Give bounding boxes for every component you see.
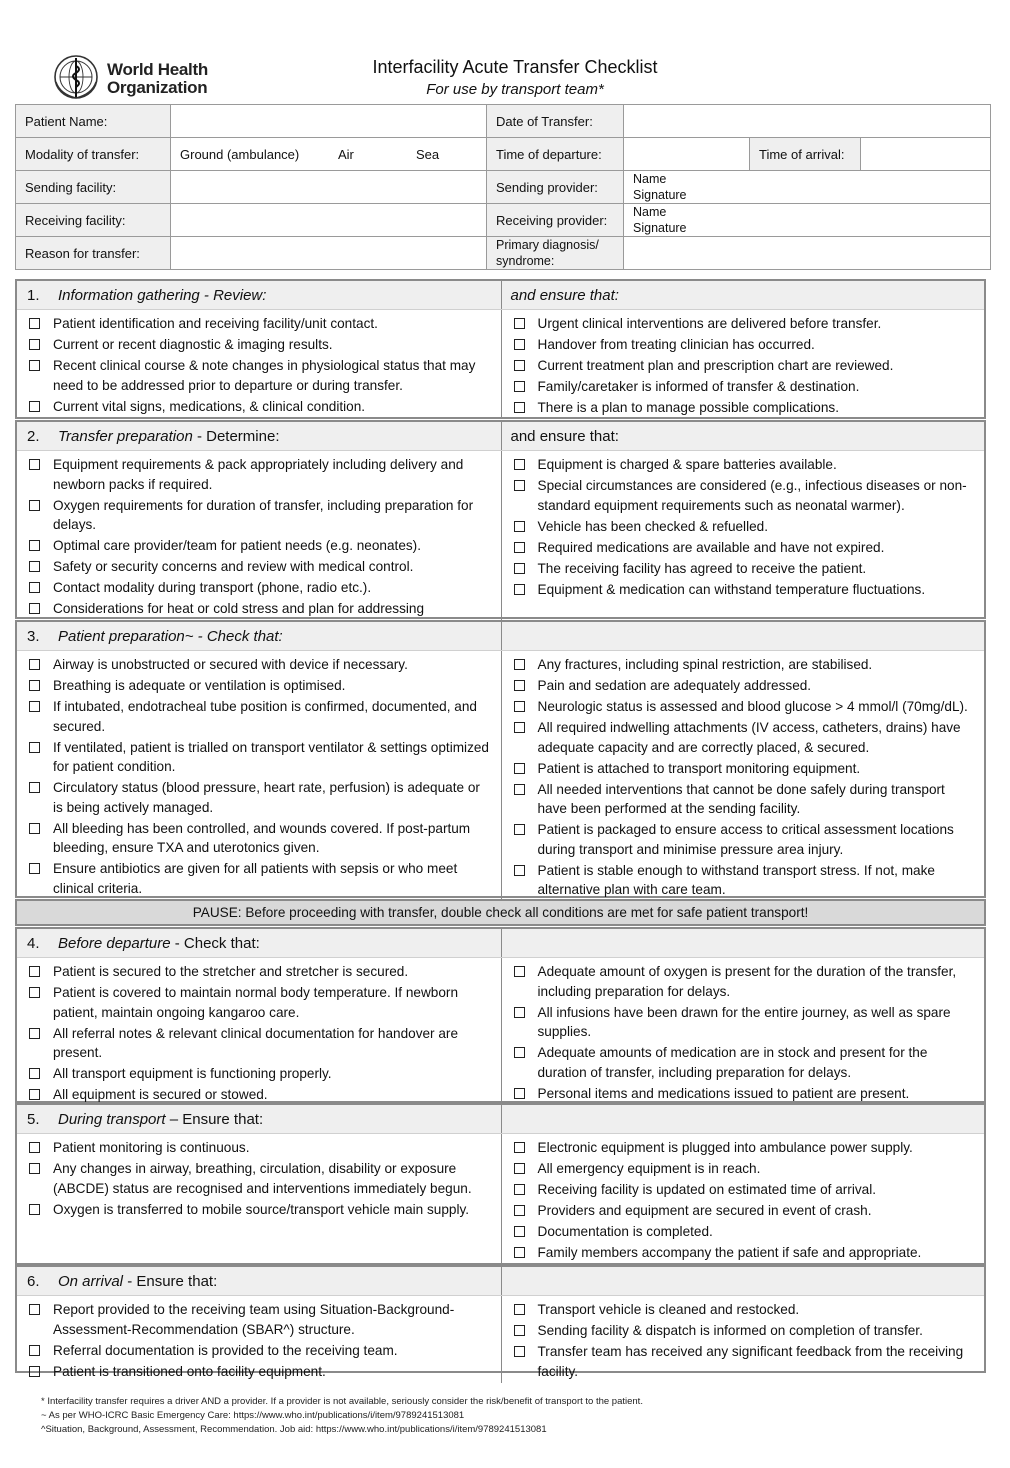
sending-provider-signature-label: Signature <box>633 188 687 202</box>
checkbox[interactable] <box>514 1205 525 1216</box>
checkbox[interactable] <box>514 402 525 413</box>
section-2-title: 2. Transfer preparation - Determine: <box>27 428 280 445</box>
checklist-item <box>511 718 977 757</box>
sending-provider-name-label: Name <box>633 172 667 186</box>
checklist-item-text: Any fractures, including spinal restriction, are stabilised. <box>537 657 873 672</box>
receiving-provider-field[interactable] <box>624 204 991 237</box>
checklist-item <box>26 1024 493 1063</box>
checklist-item <box>511 377 977 397</box>
section-4-left-list <box>17 958 501 1106</box>
checklist-item-text: Handover from treating clinician has occurred. <box>537 337 815 352</box>
checklist-item-text: Patient is stable enough to withstand transport stress. If not, make alternative plan with care team. <box>537 862 935 897</box>
checkbox[interactable] <box>29 701 40 712</box>
checklist-item <box>511 962 977 1001</box>
section-2-left-list <box>17 451 501 620</box>
checklist-item <box>26 599 493 619</box>
checklist-item <box>26 778 493 817</box>
checklist-item <box>26 983 493 1022</box>
checklist-item <box>26 1300 493 1339</box>
checkbox[interactable] <box>514 1247 525 1258</box>
checklist-item <box>26 1159 493 1198</box>
checkbox[interactable] <box>29 603 40 614</box>
checkbox[interactable] <box>514 1088 525 1099</box>
checkbox[interactable] <box>514 1346 525 1357</box>
checklist-item-text: Any changes in airway, breathing, circulation, disability or exposure (ABCDE) status are recognised and interventions immediately begun. <box>53 1161 472 1196</box>
checkbox[interactable] <box>29 823 40 834</box>
checklist-item-text: Documentation is completed. <box>537 1224 713 1239</box>
checklist-item-text: Airway is unobstructed or secured with device if necessary. <box>53 657 408 672</box>
checklist-item <box>26 1138 493 1158</box>
checklist-item <box>26 697 493 736</box>
checklist-item <box>26 738 493 777</box>
section-5-left-list <box>17 1134 501 1264</box>
sending-facility-field[interactable] <box>171 171 487 204</box>
sending-facility-label: Sending facility: <box>16 171 171 204</box>
section-4-right-list <box>501 958 985 1106</box>
receiving-facility-field[interactable] <box>171 204 487 237</box>
checklist-item-text: Recent clinical course & note changes in physiological status that may need to be addressed prior to departure or during transfer. <box>53 358 476 393</box>
receiving-provider-label: Receiving provider: <box>487 204 624 237</box>
checklist-item-text: Patient is attached to transport monitoring equipment. <box>537 760 861 776</box>
checkbox[interactable] <box>29 742 40 753</box>
receiving-provider-name-label: Name <box>633 205 667 219</box>
checklist-item-text: Equipment & medication can withstand temperature fluctuations. <box>537 581 926 597</box>
checkbox[interactable] <box>514 701 525 712</box>
section-1-right-list <box>501 310 985 419</box>
checklist-item-text: Optimal care provider/team for patient needs (e.g. neonates). <box>53 538 421 553</box>
checkbox[interactable] <box>29 561 40 572</box>
checklist-item-text: Required medications are available and have not expired. <box>537 539 885 555</box>
checklist-item <box>511 517 977 537</box>
checklist-item <box>511 820 977 859</box>
page-subtitle: For use by transport team* <box>426 81 604 98</box>
checklist-item <box>26 962 493 982</box>
section-3-right-list <box>501 651 985 901</box>
checklist-item <box>26 496 493 535</box>
checkbox[interactable] <box>514 680 525 691</box>
checkbox[interactable] <box>514 1304 525 1315</box>
section-2-right-list <box>501 451 985 620</box>
checklist-item <box>511 538 977 558</box>
checklist-item <box>511 780 977 819</box>
checklist-item-text: Breathing is adequate or ventilation is optimised. <box>53 678 346 693</box>
section-information-gathering <box>15 279 986 419</box>
checkbox[interactable] <box>29 360 40 371</box>
checklist-item-text: Special circumstances are considered (e.g., infectious diseases or non-standard equipment requirements such as neonatal warmer). <box>537 478 967 513</box>
checklist-item-text: Equipment is charged & spare batteries available. <box>537 457 837 472</box>
checklist-item <box>511 398 977 418</box>
checkbox[interactable] <box>514 360 525 371</box>
checklist-item <box>26 455 493 494</box>
checklist-item <box>511 697 977 717</box>
checklist-item-text: Current treatment plan and prescription chart are reviewed. <box>537 358 894 373</box>
checkbox[interactable] <box>514 763 525 774</box>
checkbox[interactable] <box>514 824 525 835</box>
date-of-transfer-field[interactable] <box>624 105 991 138</box>
checklist-item-text: Referral documentation is provided to the receiving team. <box>53 1342 398 1358</box>
checklist-item <box>26 1362 493 1382</box>
checkbox[interactable] <box>29 1304 40 1315</box>
checklist-item-text: Circulatory status (blood pressure, heart rate, perfusion) is adequate or is being actively managed. <box>53 780 480 815</box>
checklist-item-text: Patient is transitioned onto facility equipment. <box>53 1363 326 1379</box>
section-during-transport <box>15 1103 986 1265</box>
checkbox[interactable] <box>29 1028 40 1039</box>
patient-name-field[interactable] <box>171 105 487 138</box>
checklist-item <box>26 1064 493 1084</box>
checklist-item <box>511 1003 977 1042</box>
checklist-item <box>511 1043 977 1082</box>
checklist-item <box>511 356 977 376</box>
section-5-title: 5. During transport – Ensure that: <box>27 1111 264 1128</box>
checklist-item-text: All required indwelling attachments (IV access, catheters, drains) have adequate capacity and are correctly placed, & secured. <box>537 720 961 755</box>
checklist-item <box>511 759 977 779</box>
checklist-item-text: If intubated, endotracheal tube position is confirmed, documented, and secured. <box>53 699 477 734</box>
pause-banner: PAUSE: Before proceeding with transfer, double check all conditions are met for safe patient transport! <box>15 899 986 926</box>
checkbox[interactable] <box>514 865 525 876</box>
checklist-item-text: All equipment is secured or stowed. <box>53 1087 268 1102</box>
reason-label: Reason for transfer: <box>16 237 171 270</box>
checkbox[interactable] <box>29 659 40 670</box>
checkbox[interactable] <box>29 1089 40 1100</box>
checklist-item <box>26 655 493 675</box>
checkbox[interactable] <box>514 1007 525 1018</box>
checklist-item-text: Transport vehicle is cleaned and restocked. <box>537 1302 800 1317</box>
checkbox[interactable] <box>514 659 525 670</box>
checkbox[interactable] <box>514 1325 525 1336</box>
checkbox[interactable] <box>514 563 525 574</box>
section-1-right-title: and ensure that: <box>501 281 985 309</box>
checkbox[interactable] <box>29 459 40 470</box>
footnote-provider: * Interfacility transfer requires a driver AND a provider. If a provider is not available, seriously consider the risk/benefit of transport to the patient. <box>41 1396 643 1407</box>
checklist-item-text: Patient identification and receiving facility/unit contact. <box>53 316 378 331</box>
checkbox[interactable] <box>514 584 525 595</box>
time-of-arrival-label: Time of arrival: <box>750 138 861 171</box>
checklist-item-text: Patient is covered to maintain normal body temperature. If newborn patient, maintain ongoing kangaroo care. <box>53 985 459 1020</box>
checklist-item-text: All infusions have been drawn for the entire journey, as well as spare supplies. <box>537 1004 951 1039</box>
modality-label: Modality of transfer: <box>16 138 171 171</box>
checkbox[interactable] <box>29 500 40 511</box>
reason-field[interactable] <box>171 237 487 270</box>
checkbox[interactable] <box>514 1047 525 1058</box>
receiving-facility-label: Receiving facility: <box>16 204 171 237</box>
checklist-item-text: Patient is packaged to ensure access to critical assessment locations during transport and minimise pressure area injury. <box>537 822 954 857</box>
checkbox[interactable] <box>514 318 525 329</box>
checkbox[interactable] <box>514 542 525 553</box>
checkbox[interactable] <box>514 1163 525 1174</box>
checklist-item-text: All needed interventions that cannot be done safely during transport have been performed at the sending facility. <box>537 781 945 816</box>
checklist-item-text: Patient is secured to the stretcher and stretcher is secured. <box>53 964 409 979</box>
org-name-line2: Organization <box>107 78 208 97</box>
checklist-item-text: If ventilated, patient is trialled on transport ventilator & settings optimized for patient condition. <box>53 739 489 774</box>
checklist-item <box>511 1180 977 1200</box>
checklist-item-text: Patient monitoring is continuous. <box>53 1140 250 1155</box>
checklist-item-text: Equipment requirements & pack appropriately including delivery and newborn packs if required. <box>53 457 464 492</box>
section-1-title: 1. Information gathering - Review: <box>27 287 267 304</box>
checklist-item <box>26 397 493 417</box>
section-3-title: 3. Patient preparation~ - Check that: <box>27 628 283 645</box>
time-of-departure-label: Time of departure: <box>487 138 624 171</box>
checklist-item-text: Personal items and medications issued to patient are present. <box>537 1085 910 1101</box>
checklist-item <box>26 314 493 334</box>
checklist-item <box>26 819 493 858</box>
checklist-item-text: All referral notes & relevant clinical documentation for handover are present. <box>53 1025 459 1060</box>
checkbox[interactable] <box>514 722 525 733</box>
checklist-item <box>511 861 977 900</box>
section-3-right-title <box>501 622 985 650</box>
checklist-item-text: Current or recent diagnostic & imaging results. <box>53 337 333 352</box>
checkbox[interactable] <box>29 680 40 691</box>
checklist-item <box>511 1222 977 1242</box>
checkbox[interactable] <box>29 1068 40 1079</box>
checklist-item <box>511 580 977 600</box>
checkbox[interactable] <box>29 339 40 350</box>
checklist-item <box>26 1341 493 1361</box>
footnote-bec: ~ As per WHO-ICRC Basic Emergency Care: https://www.who.int/publications/i/item/9789241513081 <box>41 1410 465 1421</box>
date-of-transfer-label: Date of Transfer: <box>487 105 624 138</box>
checkbox[interactable] <box>514 1184 525 1195</box>
modality-options[interactable] <box>171 138 487 171</box>
checklist-item <box>511 1321 977 1341</box>
checklist-item <box>511 314 977 334</box>
checkbox[interactable] <box>514 966 525 977</box>
checkbox[interactable] <box>29 582 40 593</box>
checklist-item-text: Safety or security concerns and review with medical control. <box>53 559 414 574</box>
checklist-item <box>511 476 977 515</box>
primary-diagnosis-label: Primary diagnosis/ syndrome: <box>487 237 624 270</box>
checklist-item <box>511 335 977 355</box>
section-on-arrival <box>15 1265 986 1379</box>
checklist-item-text: Neurologic status is assessed and blood glucose > 4 mmol/l (70mg/dL). <box>537 699 968 714</box>
checklist-item-text: Vehicle has been checked & refuelled. <box>537 518 768 534</box>
checkbox[interactable] <box>29 540 40 551</box>
checklist-item-text: Family/caretaker is informed of transfer & destination. <box>537 379 860 394</box>
checklist-item <box>511 676 977 696</box>
time-of-arrival-field[interactable] <box>861 138 991 171</box>
checklist-item <box>26 578 493 598</box>
checkbox[interactable] <box>29 863 40 874</box>
checkbox[interactable] <box>514 1142 525 1153</box>
checklist-item-text: Electronic equipment is plugged into ambulance power supply. <box>537 1140 913 1155</box>
checkbox[interactable] <box>514 381 525 392</box>
checklist-item-text: Providers and equipment are secured in event of crash. <box>537 1203 872 1218</box>
checklist-item <box>511 655 977 675</box>
checklist-item-text: Contact modality during transport (phone, radio etc.). <box>53 580 372 595</box>
checkbox[interactable] <box>29 1142 40 1153</box>
checklist-item-text: Urgent clinical interventions are delivered before transfer. <box>537 316 882 331</box>
checklist-item <box>26 557 493 577</box>
section-6-title: 6. On arrival - Ensure that: <box>27 1273 218 1290</box>
checkbox[interactable] <box>514 784 525 795</box>
checklist-item-text: Ensure antibiotics are given for all patients with sepsis or who meet clinical criteria. <box>53 861 458 896</box>
checklist-item-text: Pain and sedation are adequately addressed. <box>537 678 812 693</box>
sending-provider-label: Sending provider: <box>487 171 624 204</box>
checklist-item <box>26 1200 493 1220</box>
checklist-item-text: Family members accompany the patient if safe and appropriate. <box>537 1245 922 1260</box>
page-title: Interfacility Acute Transfer Checklist <box>372 57 658 77</box>
section-6-right-list <box>501 1296 985 1383</box>
section-2-right-title: and ensure that: <box>501 422 985 450</box>
checkbox[interactable] <box>514 339 525 350</box>
checklist-item-text: All emergency equipment is in reach. <box>537 1161 761 1176</box>
checklist-item-text: Adequate amounts of medication are in stock and present for the duration of transfer, including preparation for delays. <box>537 1045 928 1080</box>
modality-ground[interactable]: Ground (ambulance) <box>180 146 300 162</box>
checklist-item-text: Oxygen is transferred to mobile source/transport vehicle main supply. <box>53 1201 470 1217</box>
checkbox[interactable] <box>29 1345 40 1356</box>
checklist-item-text: Current vital signs, medications, & clinical condition. <box>53 398 366 414</box>
checkbox[interactable] <box>514 459 525 470</box>
checklist-item <box>511 1243 977 1263</box>
checkbox[interactable] <box>29 966 40 977</box>
checklist-item-text: All bleeding has been controlled, and wounds covered. If post-partum bleeding, ensure TXA and uterotonics given. <box>53 820 471 855</box>
checkbox[interactable] <box>29 987 40 998</box>
org-name-line1: World Health <box>107 60 208 79</box>
checkbox[interactable] <box>514 1226 525 1237</box>
checklist-item-text: Report provided to the receiving team using Situation-Background-Assessment-Recommendation (SBAR^) structure. <box>53 1302 455 1337</box>
checkbox[interactable] <box>514 480 525 491</box>
section-patient-preparation <box>15 620 986 898</box>
checklist-item-text: Sending facility & dispatch is informed on completion of transfer. <box>537 1323 923 1338</box>
patient-name-label: Patient Name: <box>16 105 171 138</box>
checklist-item <box>511 1138 977 1158</box>
checklist-item-text: Oxygen requirements for duration of transfer, including preparation for delays. <box>53 497 474 532</box>
checklist-item-text: Adequate amount of oxygen is present for the duration of the transfer, including preparation for delays. <box>537 964 957 999</box>
checkbox[interactable] <box>29 318 40 329</box>
receiving-provider-signature-label: Signature <box>633 221 687 235</box>
checklist-item <box>511 455 977 475</box>
modality-air[interactable]: Air <box>338 146 354 162</box>
checklist-item-text: Considerations for heat or cold stress and plan for addressing <box>53 601 425 616</box>
checklist-item <box>511 559 977 579</box>
checklist-item <box>511 1159 977 1179</box>
time-of-departure-field[interactable] <box>624 138 750 171</box>
checkbox[interactable] <box>29 401 40 412</box>
footnote-sbar: ^Situation, Background, Assessment, Recommendation. Job aid: https://www.who.int/publications/i/item/9789241513081 <box>41 1424 547 1435</box>
modality-sea[interactable]: Sea <box>416 146 440 162</box>
section-6-left-list <box>17 1296 501 1383</box>
page-header <box>0 0 1010 104</box>
primary-diagnosis-field[interactable] <box>624 237 991 270</box>
section-4-title: 4. Before departure - Check that: <box>27 935 260 952</box>
checklist-item-text: Receiving facility is updated on estimated time of arrival. <box>537 1182 876 1197</box>
section-before-departure <box>15 927 986 1103</box>
checkbox[interactable] <box>29 1366 40 1377</box>
checkbox[interactable] <box>29 782 40 793</box>
sending-provider-field[interactable] <box>624 171 991 204</box>
checklist-item-text: All transport equipment is functioning properly. <box>53 1066 332 1081</box>
checklist-item <box>26 1085 493 1105</box>
checklist-item <box>26 335 493 355</box>
checklist-item-text: Transfer team has received any significant feedback from the receiving facility. <box>537 1344 964 1379</box>
checklist-item <box>26 676 493 696</box>
checklist-item <box>511 1342 977 1381</box>
checklist-item <box>511 1084 977 1104</box>
checklist-item-text: There is a plan to manage possible complications. <box>537 400 839 415</box>
checkbox[interactable] <box>29 1204 40 1215</box>
section-1-left-list <box>17 310 501 419</box>
checklist-item <box>26 859 493 898</box>
checklist-item <box>26 536 493 556</box>
checkbox[interactable] <box>514 521 525 532</box>
checklist-item <box>511 1201 977 1221</box>
checklist-item <box>26 356 493 395</box>
section-3-left-list <box>17 651 501 901</box>
checkbox[interactable] <box>29 1163 40 1174</box>
checklist-item-text: The receiving facility has agreed to receive the patient. <box>537 560 867 576</box>
section-transfer-preparation <box>15 420 986 619</box>
checklist-item <box>511 1300 977 1320</box>
section-5-right-list <box>501 1134 985 1264</box>
footnotes <box>41 1395 643 1437</box>
transfer-info-table <box>15 104 991 270</box>
